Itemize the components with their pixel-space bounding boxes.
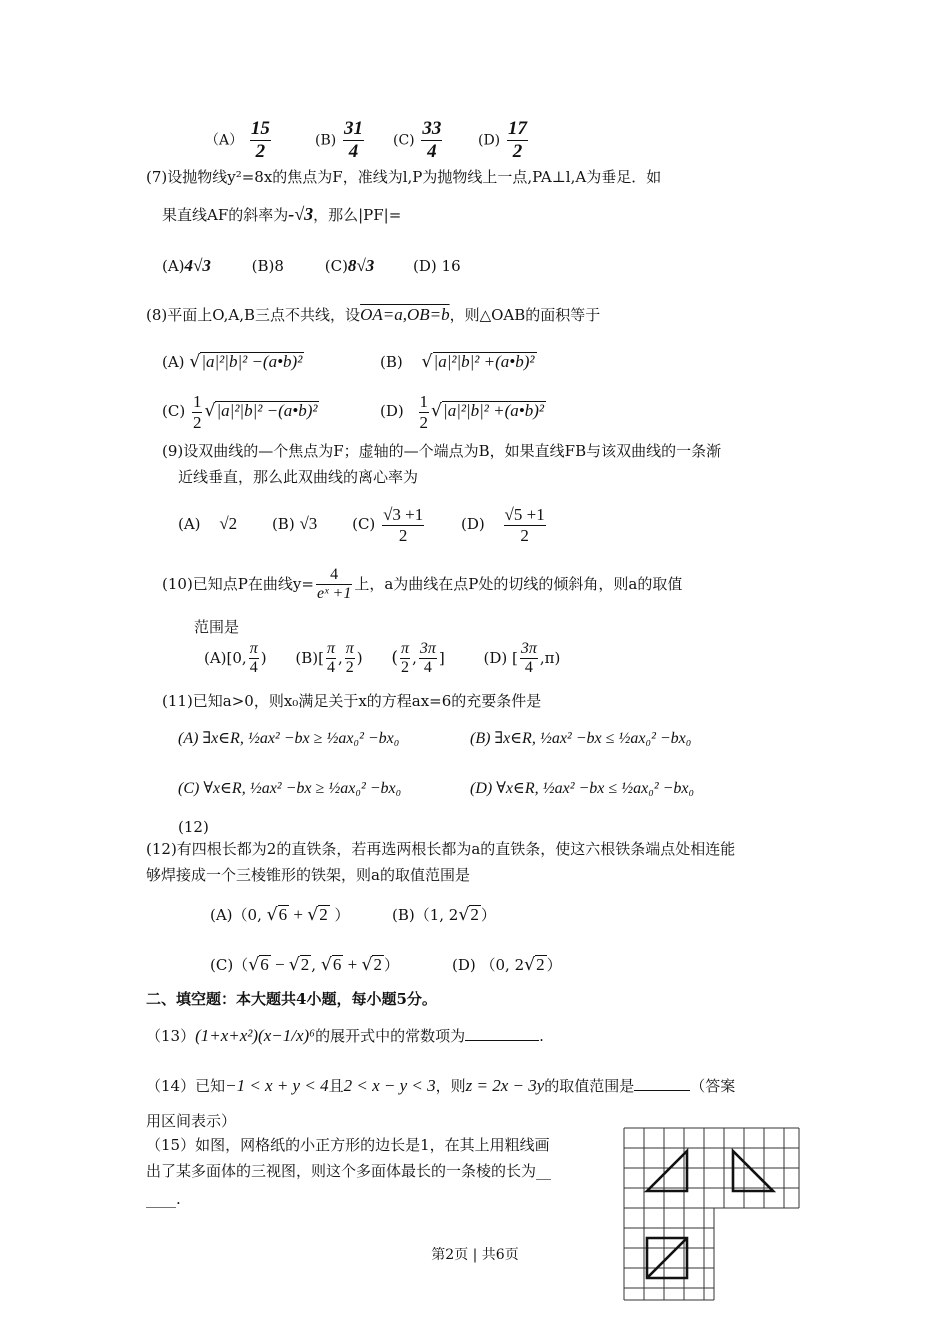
q12-stem-line1: (12)有四根长都为2的直铁条，若再选两根长都为a的直铁条，使这六根铁条端点处相连能 (146, 840, 736, 858)
q6-fraction-a: $\frac{15}{2}$ (250, 118, 270, 162)
q6-fraction-b: $\frac{31}{4}$ (344, 118, 363, 162)
q12-stem-line2: 够焊接成一个三棱锥形的铁架，则a的取值范围是 (146, 866, 470, 884)
q6-option-a: （A） $\frac{15}{2}$ (205, 118, 270, 162)
q11-option-d: (D) ∀x∈R, ½ax² −bx ≤ ½ax₀² −bx₀ (470, 780, 695, 797)
q11-trailing-label: (12) (178, 818, 209, 836)
q13: （13）(1+x+x²)(x−1/x)⁶的展开式中的常数项为 . (146, 1026, 544, 1045)
q9-stem-line2: 近线垂直，那么此双曲线的离心率为 (178, 468, 419, 486)
q6-fraction-d: $\frac{17}{2}$ (507, 118, 527, 162)
q8-option-c: (C) $\frac{1}{2}$ √|a|²|b|² −(a•b)² (162, 392, 318, 432)
front-view-shape (647, 1151, 687, 1191)
side-view-shape (733, 1151, 773, 1191)
grid-top-block (624, 1128, 799, 1208)
q8-option-a: (A) √|a|²|b|² −(a•b)² (162, 352, 303, 372)
q10-stem-line2: 范围是 (194, 618, 240, 636)
q6-option-b: (B) $\frac{31}{4}$ (315, 118, 363, 162)
three-view-grid-figure (623, 1126, 803, 1302)
q8-vector-expression: OA=a,OB=b (360, 305, 450, 324)
q11-option-a: (A) ∃x∈R, ½ax² −bx ≥ ½ax₀² −bx₀ (178, 730, 400, 747)
q6-fraction-c: $\frac{33}{4}$ (422, 118, 442, 162)
q8-stem: (8)平面上O,A,B三点不共线，设OA=a,OB=b，则△OAB的面积等于 (146, 305, 601, 324)
q11-stem: (11)已知a>0，则x₀满足关于x的方程ax=6的充要条件是 (162, 692, 542, 710)
q9-options: (A) √2 (B) √3 (C) $\frac{√3 +1}{2}$ (D) $\frac{√5 +1}{2}$ (178, 505, 545, 545)
q15-line1: （15）如图，网格纸的小正方形的边长是1，在其上用粗线画 (146, 1136, 550, 1154)
q15-line2: 出了某多面体的三视图，则这个多面体最长的一条棱的长为__ (146, 1162, 552, 1180)
q10-options: (A)[0, $\frac{\pi}{4}$ ) (B)[ $\frac{\pi}{4}$ , $\frac{\pi}{2}$ ) ( $\frac{\pi}{2}$ , $\frac{3\pi}{4}$ ] (D) [ $\frac{3\pi}{4}$ ,π) (204, 640, 561, 677)
q11-option-c: (C) ∀x∈R, ½ax² −bx ≥ ½ax₀² −bx₀ (178, 780, 402, 797)
section-2-title: 二、填空题：本大题共4小题，每小题5分。 (146, 990, 437, 1008)
q14-line2: 用区间表示） (146, 1112, 237, 1130)
q7-slope: -√3 (288, 204, 314, 224)
q15-line3: ____. (146, 1190, 181, 1208)
q12-option-c: (C)（√6 − √2 , √6 + √2 ） (210, 955, 399, 975)
q12-option-b: (B)（1, 2√2 ） (392, 905, 496, 925)
q6-option-d: (D) $\frac{17}{2}$ (478, 118, 527, 162)
q9-stem-line1: (9)设双曲线的—个焦点为F；虚轴的—个端点为B，如果直线FB与该双曲线的一条渐 (162, 442, 722, 460)
q14: （14）已知−1 < x + y < 4且2 < x − y < 3，则z = 2x − 3y的取值范围是 （答案 (146, 1076, 736, 1095)
q8-option-b: (B) √|a|²|b|² +(a•b)² (380, 352, 535, 372)
q12-option-d: (D) （0, 2√2 ） (452, 955, 562, 975)
q12-option-a: (A)（0, √6 + √2 ） (210, 905, 350, 925)
q7-options: (A)4√3 (B)8 (C)8√3 (D) 16 (162, 256, 461, 275)
q7-stem-line1: (7)设抛物线y²=8x的焦点为F，准线为l,P为抛物线上一点,PA⊥l,A为垂足．如 (146, 168, 662, 186)
q14-answer-blank[interactable] (634, 1090, 690, 1091)
q10-stem-line1: (10)已知点P在曲线y= $\frac{4}{\text{eˣ +1}}$ 上，a为曲线在点P处的切线的倾斜角，则a的取值 (162, 566, 683, 603)
q6-option-c: (C) $\frac{33}{4}$ (393, 118, 442, 162)
q13-answer-blank[interactable] (465, 1040, 539, 1041)
q8-option-d: (D) $\frac{1}{2}$ √|a|²|b|² +(a•b)² (380, 392, 544, 432)
q7-stem-line2: 果直线AF的斜率为-√3，那么|PF|= (162, 204, 402, 224)
q11-option-b: (B) ∃x∈R, ½ax² −bx ≤ ½ax₀² −bx₀ (470, 730, 692, 747)
page-footer: 第2页 | 共6页 (431, 1247, 519, 1263)
